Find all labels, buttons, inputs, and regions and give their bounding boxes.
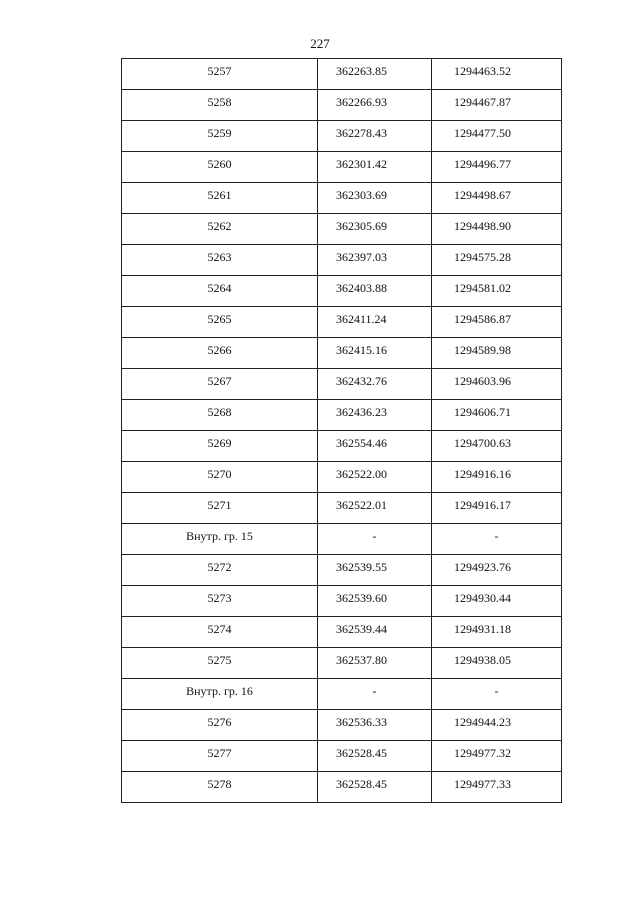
point-id-cell — [122, 245, 318, 276]
x-coordinate-cell-text: 362415.16 — [336, 343, 387, 357]
point-id-cell — [122, 338, 318, 369]
point-id-cell — [122, 462, 318, 493]
x-coordinate-cell-text: 362411.24 — [336, 312, 387, 326]
table-row — [122, 431, 562, 462]
y-coordinate-cell — [432, 369, 562, 400]
point-id-cell-text: 5265 — [207, 312, 232, 326]
x-coordinate-cell-text: 362436.23 — [336, 405, 387, 419]
x-coordinate-cell-text: 362554.46 — [336, 436, 387, 450]
table-row — [122, 121, 562, 152]
point-id-cell-text: 5269 — [207, 436, 232, 450]
point-id-cell-text: 5264 — [207, 281, 232, 295]
y-coordinate-cell-text: 1294575.28 — [454, 250, 511, 264]
point-id-cell-text: 5277 — [207, 746, 232, 760]
coordinates-table-body — [122, 59, 562, 803]
table-row — [122, 586, 562, 617]
x-coordinate-cell-text: 362522.00 — [336, 467, 387, 481]
point-id-cell — [122, 59, 318, 90]
point-id-cell — [122, 214, 318, 245]
x-coordinate-cell-text: 362266.93 — [336, 95, 387, 109]
x-coordinate-cell — [318, 524, 432, 555]
point-id-cell-text: 5273 — [207, 591, 232, 605]
x-coordinate-cell — [318, 338, 432, 369]
x-coordinate-cell-text: 362397.03 — [336, 250, 387, 264]
y-coordinate-cell — [432, 586, 562, 617]
x-coordinate-cell-text: 362432.76 — [336, 374, 387, 388]
y-coordinate-cell-text: - — [494, 529, 499, 543]
y-coordinate-cell-text: 1294477.50 — [454, 126, 511, 140]
point-id-cell-text: 5274 — [207, 622, 232, 636]
table-row — [122, 524, 562, 555]
x-coordinate-cell — [318, 462, 432, 493]
x-coordinate-cell — [318, 555, 432, 586]
x-coordinate-cell-text: 362536.33 — [336, 715, 387, 729]
table-row — [122, 462, 562, 493]
table-row — [122, 710, 562, 741]
point-id-cell-text: 5262 — [207, 219, 232, 233]
point-id-cell-text: 5259 — [207, 126, 232, 140]
table-row — [122, 369, 562, 400]
point-id-cell — [122, 493, 318, 524]
point-id-cell — [122, 369, 318, 400]
table-row — [122, 617, 562, 648]
y-coordinate-cell — [432, 493, 562, 524]
point-id-cell — [122, 586, 318, 617]
x-coordinate-cell-text: 362278.43 — [336, 126, 387, 140]
x-coordinate-cell-text: - — [372, 684, 377, 698]
y-coordinate-cell — [432, 121, 562, 152]
x-coordinate-cell-text: 362528.45 — [336, 777, 387, 791]
y-coordinate-cell-text: 1294938.05 — [454, 653, 511, 667]
point-id-cell-text: 5278 — [207, 777, 232, 791]
x-coordinate-cell — [318, 307, 432, 338]
x-coordinate-cell — [318, 493, 432, 524]
x-coordinate-cell — [318, 648, 432, 679]
point-id-cell — [122, 741, 318, 772]
x-coordinate-cell-text: 362403.88 — [336, 281, 387, 295]
x-coordinate-cell — [318, 741, 432, 772]
x-coordinate-cell — [318, 214, 432, 245]
point-id-cell — [122, 121, 318, 152]
y-coordinate-cell — [432, 90, 562, 121]
x-coordinate-cell — [318, 400, 432, 431]
y-coordinate-cell-text: 1294463.52 — [454, 64, 511, 78]
x-coordinate-cell-text: 362522.01 — [336, 498, 387, 512]
y-coordinate-cell-text: 1294603.96 — [454, 374, 511, 388]
x-coordinate-cell — [318, 121, 432, 152]
x-coordinate-cell — [318, 90, 432, 121]
y-coordinate-cell — [432, 741, 562, 772]
table-row — [122, 152, 562, 183]
y-coordinate-cell-text: 1294606.71 — [454, 405, 511, 419]
x-coordinate-cell — [318, 586, 432, 617]
point-id-cell — [122, 648, 318, 679]
point-id-cell-text: Внутр. гр. 16 — [186, 684, 253, 698]
point-id-cell-text: 5266 — [207, 343, 232, 357]
table-row — [122, 555, 562, 586]
y-coordinate-cell-text: 1294977.33 — [454, 777, 511, 791]
point-id-cell-text: 5268 — [207, 405, 232, 419]
x-coordinate-cell — [318, 710, 432, 741]
point-id-cell-text: 5272 — [207, 560, 232, 574]
y-coordinate-cell — [432, 276, 562, 307]
point-id-cell — [122, 710, 318, 741]
table-row — [122, 493, 562, 524]
x-coordinate-cell — [318, 245, 432, 276]
point-id-cell — [122, 555, 318, 586]
y-coordinate-cell-text: 1294581.02 — [454, 281, 511, 295]
x-coordinate-cell-text: 362528.45 — [336, 746, 387, 760]
x-coordinate-cell — [318, 152, 432, 183]
x-coordinate-cell-text: - — [372, 529, 377, 543]
point-id-cell-text: 5263 — [207, 250, 232, 264]
page-number: 227 — [310, 36, 330, 51]
table-row — [122, 338, 562, 369]
table-row — [122, 400, 562, 431]
y-coordinate-cell — [432, 617, 562, 648]
x-coordinate-cell — [318, 617, 432, 648]
y-coordinate-cell — [432, 152, 562, 183]
point-id-cell-text: 5258 — [207, 95, 232, 109]
y-coordinate-cell — [432, 679, 562, 710]
x-coordinate-cell-text: 362537.80 — [336, 653, 387, 667]
y-coordinate-cell-text: - — [494, 684, 499, 698]
point-id-cell — [122, 307, 318, 338]
table-row — [122, 679, 562, 710]
point-id-cell-text: 5261 — [207, 188, 232, 202]
y-coordinate-cell — [432, 524, 562, 555]
x-coordinate-cell-text: 362539.60 — [336, 591, 387, 605]
point-id-cell — [122, 400, 318, 431]
table-row — [122, 183, 562, 214]
x-coordinate-cell — [318, 772, 432, 803]
x-coordinate-cell — [318, 369, 432, 400]
x-coordinate-cell — [318, 679, 432, 710]
y-coordinate-cell — [432, 431, 562, 462]
point-id-cell — [122, 431, 318, 462]
y-coordinate-cell — [432, 59, 562, 90]
x-coordinate-cell-text: 362263.85 — [336, 64, 387, 78]
y-coordinate-cell-text: 1294496.77 — [454, 157, 511, 171]
table-row — [122, 90, 562, 121]
y-coordinate-cell-text: 1294977.32 — [454, 746, 511, 760]
point-id-cell-text: 5276 — [207, 715, 232, 729]
y-coordinate-cell-text: 1294923.76 — [454, 560, 511, 574]
y-coordinate-cell — [432, 462, 562, 493]
x-coordinate-cell-text: 362539.55 — [336, 560, 387, 574]
point-id-cell — [122, 617, 318, 648]
table-row — [122, 307, 562, 338]
y-coordinate-cell-text: 1294498.67 — [454, 188, 511, 202]
y-coordinate-cell — [432, 555, 562, 586]
y-coordinate-cell — [432, 710, 562, 741]
y-coordinate-cell — [432, 648, 562, 679]
table-row — [122, 245, 562, 276]
y-coordinate-cell-text: 1294467.87 — [454, 95, 511, 109]
y-coordinate-cell — [432, 245, 562, 276]
y-coordinate-cell-text: 1294498.90 — [454, 219, 511, 233]
y-coordinate-cell — [432, 772, 562, 803]
y-coordinate-cell-text: 1294586.87 — [454, 312, 511, 326]
point-id-cell — [122, 524, 318, 555]
table-row — [122, 214, 562, 245]
point-id-cell-text: Внутр. гр. 15 — [186, 529, 253, 543]
point-id-cell — [122, 90, 318, 121]
y-coordinate-cell — [432, 338, 562, 369]
x-coordinate-cell-text: 362539.44 — [336, 622, 387, 636]
coordinates-table — [121, 58, 562, 803]
y-coordinate-cell-text: 1294931.18 — [454, 622, 511, 636]
point-id-cell-text: 5257 — [207, 64, 232, 78]
point-id-cell — [122, 679, 318, 710]
point-id-cell — [122, 772, 318, 803]
table-row — [122, 59, 562, 90]
point-id-cell-text: 5267 — [207, 374, 232, 388]
point-id-cell-text: 5271 — [207, 498, 232, 512]
point-id-cell-text: 5275 — [207, 653, 232, 667]
table-row — [122, 276, 562, 307]
table-row — [122, 772, 562, 803]
y-coordinate-cell — [432, 307, 562, 338]
table-row — [122, 648, 562, 679]
y-coordinate-cell-text: 1294944.23 — [454, 715, 511, 729]
x-coordinate-cell — [318, 431, 432, 462]
point-id-cell-text: 5270 — [207, 467, 232, 481]
y-coordinate-cell-text: 1294930.44 — [454, 591, 511, 605]
x-coordinate-cell — [318, 59, 432, 90]
y-coordinate-cell — [432, 400, 562, 431]
y-coordinate-cell-text: 1294916.17 — [454, 498, 511, 512]
x-coordinate-cell-text: 362301.42 — [336, 157, 387, 171]
table-row — [122, 741, 562, 772]
x-coordinate-cell-text: 362303.69 — [336, 188, 387, 202]
y-coordinate-cell — [432, 183, 562, 214]
point-id-cell — [122, 276, 318, 307]
point-id-cell — [122, 152, 318, 183]
x-coordinate-cell-text: 362305.69 — [336, 219, 387, 233]
y-coordinate-cell-text: 1294700.63 — [454, 436, 511, 450]
x-coordinate-cell — [318, 183, 432, 214]
point-id-cell — [122, 183, 318, 214]
x-coordinate-cell — [318, 276, 432, 307]
point-id-cell-text: 5260 — [207, 157, 232, 171]
y-coordinate-cell-text: 1294916.16 — [454, 467, 511, 481]
y-coordinate-cell — [432, 214, 562, 245]
y-coordinate-cell-text: 1294589.98 — [454, 343, 511, 357]
